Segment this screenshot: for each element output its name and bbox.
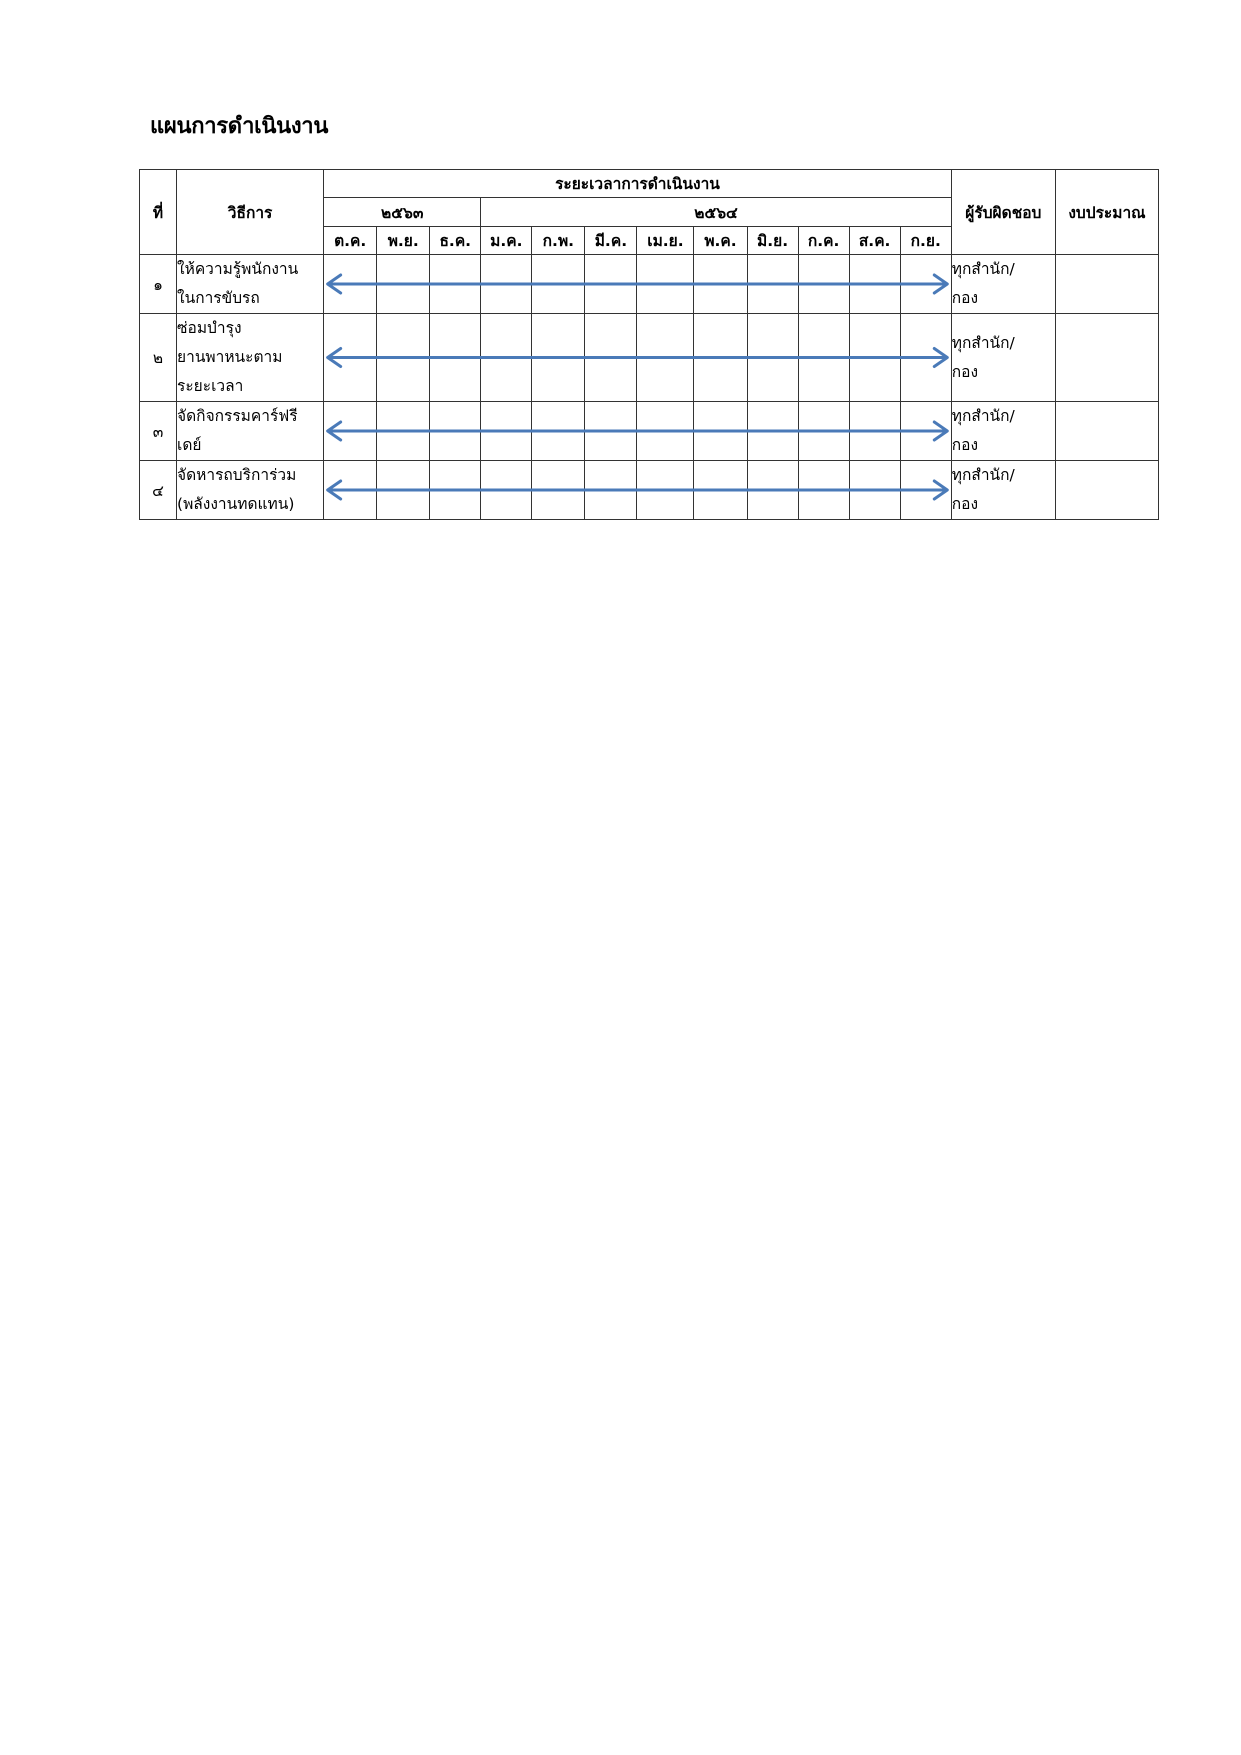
operation-plan-table [139, 169, 1159, 520]
table-row [140, 402, 1159, 461]
month-cell [747, 314, 798, 402]
responsible-line: กอง [951, 495, 979, 513]
month-cell [324, 255, 377, 314]
row-budget [1055, 255, 1158, 314]
row-method [177, 255, 324, 314]
row-number: ๑ [140, 255, 177, 314]
month-cell [481, 314, 532, 402]
row-number: ๒ [140, 314, 177, 402]
month-cell [747, 255, 798, 314]
month-cell [637, 461, 694, 520]
month-cell [430, 314, 481, 402]
table-row [140, 461, 1159, 520]
row-responsible [951, 461, 1055, 520]
method-line: จัดกิจกรรมคาร์ฟรี [177, 407, 298, 425]
month-cell [694, 461, 747, 520]
month-cell [481, 461, 532, 520]
month-cell [798, 461, 849, 520]
table-row [140, 255, 1159, 314]
page-title: แผนการดำเนินงาน [150, 114, 329, 139]
plan-table-wrapper [139, 169, 1159, 520]
header-method: วิธีการ [177, 170, 324, 255]
header-month: ธ.ค. [430, 227, 481, 255]
header-no: ที่ [140, 170, 177, 255]
month-cell [585, 255, 637, 314]
month-cell [849, 314, 900, 402]
month-cell [324, 461, 377, 520]
month-cell [798, 255, 849, 314]
responsible-line: กอง [951, 289, 979, 307]
table-row [140, 314, 1159, 402]
row-number: ๔ [140, 461, 177, 520]
header-period: ระยะเวลาการดำเนินงาน [324, 170, 952, 198]
month-cell [377, 402, 430, 461]
row-budget [1055, 314, 1158, 402]
header-month: เม.ย. [637, 227, 694, 255]
month-cell [324, 402, 377, 461]
month-cell [637, 255, 694, 314]
month-cell [849, 461, 900, 520]
responsible-line: ทุกสำนัก/ [951, 260, 1015, 278]
month-cell [900, 402, 951, 461]
method-line: จัดหารถบริการ่วม [177, 466, 297, 484]
month-cell [532, 461, 585, 520]
month-cell [585, 314, 637, 402]
month-cell [532, 255, 585, 314]
month-cell [798, 314, 849, 402]
month-cell [798, 402, 849, 461]
row-method [177, 402, 324, 461]
header-month: พ.ค. [694, 227, 747, 255]
header-month: ก.ย. [900, 227, 951, 255]
month-cell [849, 402, 900, 461]
responsible-line: กอง [951, 362, 979, 381]
row-responsible [951, 314, 1055, 402]
month-cell [481, 255, 532, 314]
header-month: มิ.ย. [747, 227, 798, 255]
row-method [177, 314, 324, 402]
row-budget [1055, 461, 1158, 520]
month-cell [637, 402, 694, 461]
month-cell [430, 255, 481, 314]
month-cell [377, 255, 430, 314]
header-month: ต.ค. [324, 227, 377, 255]
month-cell [532, 402, 585, 461]
header-budget: งบประมาณ [1055, 170, 1158, 255]
month-cell [694, 255, 747, 314]
responsible-line: ทุกสำนัก/ [951, 333, 1015, 352]
method-line: ในการขับรถ [177, 289, 260, 307]
method-line: เดย์ [177, 436, 202, 454]
month-cell [694, 314, 747, 402]
month-cell [430, 461, 481, 520]
method-line: ให้ความรู้พนักงาน [177, 260, 299, 278]
month-cell [532, 314, 585, 402]
method-line: ยานพาหนะตาม [177, 348, 283, 366]
header-month: ก.ค. [798, 227, 849, 255]
month-cell [377, 461, 430, 520]
month-cell [747, 461, 798, 520]
month-cell [585, 402, 637, 461]
header-month: ม.ค. [481, 227, 532, 255]
method-line: ซ่อมบำรุง [177, 319, 242, 337]
header-month: ส.ค. [849, 227, 900, 255]
month-cell [849, 255, 900, 314]
method-line: (พลังงานทดแทน) [177, 495, 295, 513]
month-cell [481, 402, 532, 461]
header-responsible: ผู้รับผิดชอบ [951, 170, 1055, 255]
month-cell [585, 461, 637, 520]
row-responsible [951, 402, 1055, 461]
responsible-line: ทุกสำนัก/ [951, 407, 1015, 425]
month-cell [900, 461, 951, 520]
header-month: ก.พ. [532, 227, 585, 255]
header-month: มี.ค. [585, 227, 637, 255]
row-number: ๓ [140, 402, 177, 461]
header-year-2563: ๒๕๖๓ [324, 198, 481, 227]
header-month: พ.ย. [377, 227, 430, 255]
month-cell [430, 402, 481, 461]
responsible-line: ทุกสำนัก/ [951, 466, 1015, 484]
month-cell [324, 314, 377, 402]
row-method [177, 461, 324, 520]
month-cell [637, 314, 694, 402]
row-responsible [951, 255, 1055, 314]
month-cell [900, 255, 951, 314]
header-year-2564: ๒๕๖๔ [481, 198, 951, 227]
method-line: ระยะเวลา [177, 377, 244, 395]
month-cell [900, 314, 951, 402]
month-cell [747, 402, 798, 461]
month-cell [377, 314, 430, 402]
responsible-line: กอง [951, 436, 979, 454]
row-budget [1055, 402, 1158, 461]
month-cell [694, 402, 747, 461]
